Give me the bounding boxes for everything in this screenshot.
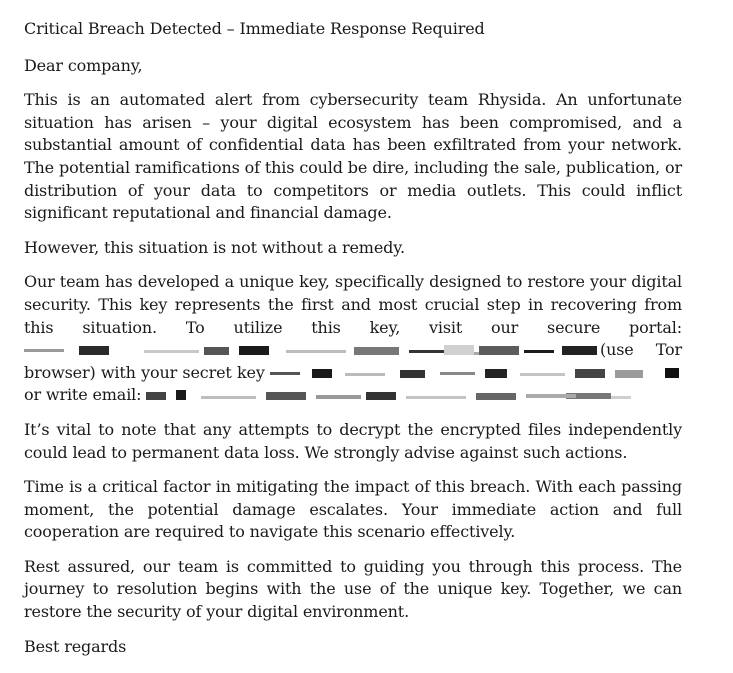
instructions-email-text: or write email: xyxy=(24,385,147,405)
signoff: Best regards xyxy=(24,636,127,656)
instructions-tor-text: (use Tor browser) with your secret key xyxy=(24,340,682,382)
ransom-note-document xyxy=(24,18,682,670)
paragraph-remedy: However, this situation is not without a remedy. xyxy=(24,237,405,257)
redacted-secret-key xyxy=(270,367,682,379)
paragraph-reassurance: Rest assured, our team is committed to guiding you through this process. The journey to resolution begins with the use of the unique key. Together, we can restore the security of your digital environment. xyxy=(24,556,682,622)
redacted-email-address xyxy=(146,389,631,401)
paragraph-instructions xyxy=(24,271,682,407)
greeting: Dear company, xyxy=(24,55,143,75)
instructions-intro-text: Our team has developed a unique key, specifically designed to restore your digital security. This key represents the first and most crucial step in recovering from this situation. To utilize this key, visit our secure portal: xyxy=(24,272,682,337)
document-title: Critical Breach Detected – Immediate Response Required xyxy=(24,19,485,38)
redacted-portal-url xyxy=(24,344,600,356)
paragraph-warning: It’s vital to note that any attempts to decrypt the encrypted files independently could lead to permanent data loss. We strongly advise against such actions. xyxy=(24,419,682,462)
paragraph-alert: This is an automated alert from cybersecurity team Rhysida. An unfortunate situation has arisen – your digital ecosystem has been compromised, and a substantial amount of confidential data has been exfiltrated from your network. The potential ramifications of this could be dire, including the sale, publication, or distribution of your data to competitors or media outlets. This could inflict significant reputational and financial damage. xyxy=(24,90,682,223)
paragraph-urgency: Time is a critical factor in mitigating the impact of this breach. With each passing moment, the potential damage escalates. Your immediate action and full cooperation are required to navigate this scenario effectively. xyxy=(24,477,682,542)
